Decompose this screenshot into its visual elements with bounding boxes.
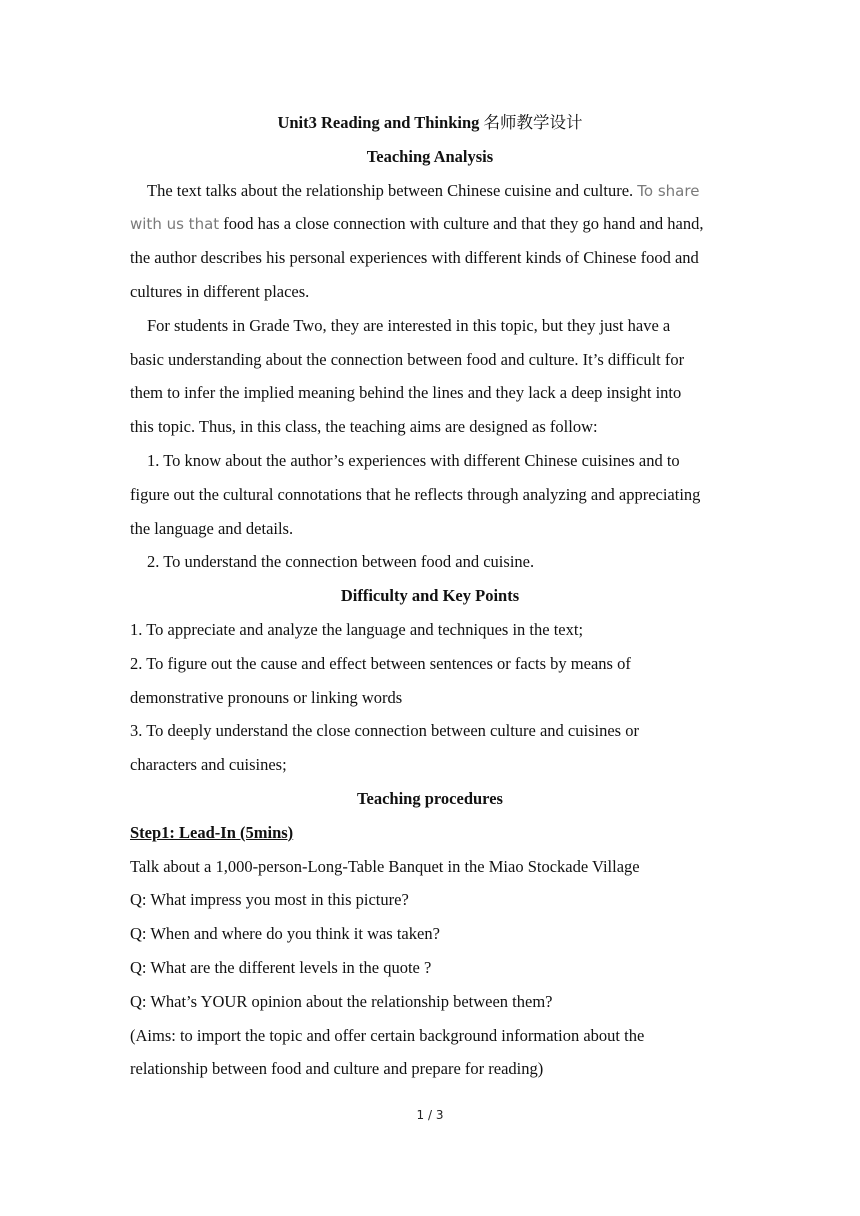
text-line: For students in Grade Two, they are interested in this topic, but they just have a bbox=[147, 315, 671, 335]
highlighted-text: To share bbox=[637, 181, 700, 200]
key-point-2 bbox=[130, 647, 730, 715]
section-heading-procedures: Teaching procedures bbox=[357, 788, 503, 808]
text-line: 2. To figure out the cause and effect between sentences or facts by means of bbox=[130, 653, 631, 673]
step1-aims bbox=[130, 1019, 730, 1087]
text-line: the language and details. bbox=[130, 518, 294, 538]
text-line: cultures in different places. bbox=[130, 281, 310, 301]
text-line: relationship between food and culture and prepare for reading) bbox=[130, 1059, 544, 1079]
text-line: demonstrative pronouns or linking words bbox=[130, 687, 403, 707]
text-line: 1. To know about the author’s experiences with different Chinese cuisines and to bbox=[147, 450, 680, 470]
text-line: food has a close connection with culture and that they go hand and hand, bbox=[219, 214, 704, 234]
question-4: Q: What’s YOUR opinion about the relationship between them? bbox=[130, 991, 553, 1011]
key-point-1: 1. To appreciate and analyze the language and techniques in the text; bbox=[130, 619, 584, 639]
teaching-aim-1 bbox=[130, 444, 730, 545]
question-2: Q: When and where do you think it was taken? bbox=[130, 924, 440, 944]
section-heading-teaching-analysis: Teaching Analysis bbox=[366, 146, 494, 166]
analysis-paragraph-1 bbox=[130, 174, 730, 309]
title-chinese: 名师教学设计 bbox=[483, 113, 583, 132]
text-line: The text talks about the relationship between Chinese cuisine and culture. bbox=[147, 180, 638, 200]
question-1: Q: What impress you most in this picture? bbox=[130, 890, 409, 910]
key-point-3 bbox=[130, 714, 730, 782]
text-line: 3. To deeply understand the close connection between culture and cuisines or bbox=[130, 721, 639, 741]
text-line: (Aims: to import the topic and offer certain background information about the bbox=[130, 1025, 645, 1045]
text-line: basic understanding about the connection between food and culture. It’s difficult for bbox=[130, 349, 685, 369]
analysis-paragraph-2 bbox=[130, 309, 730, 444]
text-line: the author describes his personal experiences with different kinds of Chinese food and bbox=[130, 248, 699, 268]
text-line: characters and cuisines; bbox=[130, 755, 287, 775]
text-line: this topic. Thus, in this class, the teaching aims are designed as follow: bbox=[130, 417, 598, 437]
question-3: Q: What are the different levels in the quote ? bbox=[130, 957, 432, 977]
title-english: Unit3 Reading and Thinking bbox=[277, 113, 480, 132]
document-title bbox=[130, 106, 730, 140]
page-number: 1 / 3 bbox=[416, 1108, 444, 1122]
document-body bbox=[130, 106, 730, 1086]
teaching-aim-2: 2. To understand the connection between food and cuisine. bbox=[147, 552, 535, 572]
step1-title: Step1: Lead-In (5mins) bbox=[130, 822, 294, 842]
section-heading-difficulty: Difficulty and Key Points bbox=[340, 586, 520, 606]
step1-intro: Talk about a 1,000-person-Long-Table Banquet in the Miao Stockade Village bbox=[130, 856, 640, 876]
text-line: figure out the cultural connotations that he reflects through analyzing and appreciating bbox=[130, 484, 701, 504]
highlighted-text: with us that bbox=[130, 215, 220, 234]
text-line: them to infer the implied meaning behind the lines and they lack a deep insight into bbox=[130, 383, 682, 403]
